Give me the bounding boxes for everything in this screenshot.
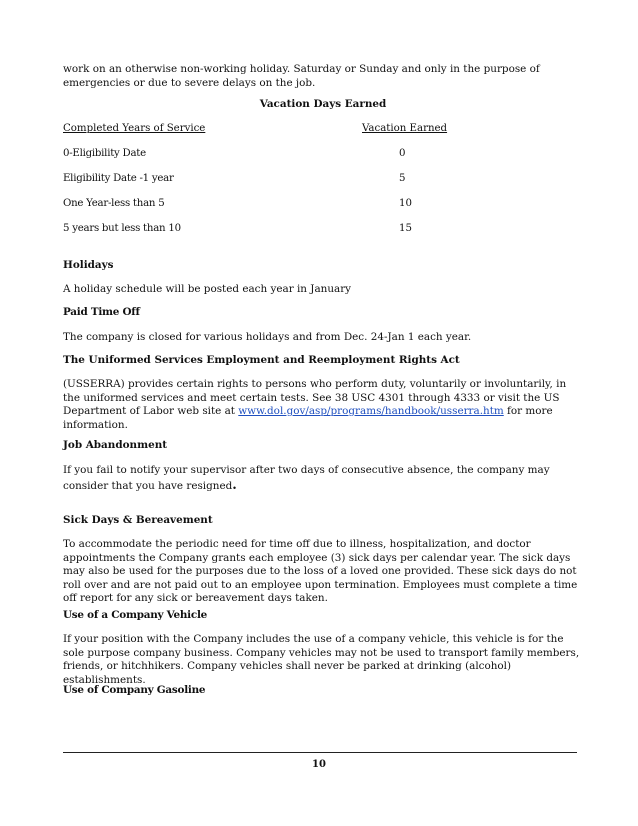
vacation-col-service: Completed Years of Service <box>63 123 206 134</box>
holidays-text: A holiday schedule will be posted each year in January <box>63 283 352 295</box>
vacation-col-earned: Vacation Earned <box>362 123 448 134</box>
vacation-row-service: 5 years but less than 10 <box>63 223 181 234</box>
page-number: 10 <box>312 759 326 770</box>
sick-days-heading: Sick Days & Bereavement <box>63 514 213 526</box>
company-vehicle-heading: Use of a Company Vehicle <box>63 609 208 621</box>
job-abandonment-text <box>63 462 583 494</box>
holidays-heading: Holidays <box>63 259 114 271</box>
userra-heading: The Uniformed Services Employment and Reemployment Rights Act <box>63 354 460 366</box>
job-abandonment-period: . <box>232 478 237 493</box>
vacation-row-earned: 15 <box>399 223 412 234</box>
job-abandonment-heading: Job Abandonment <box>63 439 168 451</box>
footer-divider <box>63 752 577 753</box>
company-gasoline-heading: Use of Company Gasoline <box>63 684 206 696</box>
vacation-row-service: One Year-less than 5 <box>63 198 165 209</box>
vacation-row-earned: 5 <box>399 173 406 184</box>
paid-time-off-heading: Paid Time Off <box>63 306 140 318</box>
paid-time-off-text: The company is closed for various holidays and from Dec. 24-Jan 1 each year. <box>63 331 472 343</box>
userra-text: (USSERRA) provides certain rights to persons who perform duty, voluntarily or involuntarily, in the uniformed services and meet certain tests. See 38 USC 4301 through 4333 or visit the US Department of Labor web site at <box>63 378 567 417</box>
userra-paragraph <box>63 378 583 432</box>
vacation-table-title: Vacation Days Earned <box>259 98 387 110</box>
vacation-row-earned: 10 <box>399 198 412 209</box>
intro-paragraph: work on an otherwise non-working holiday. Saturday or Sunday and only in the purpose of emergencies or due to severe delays on the job. <box>63 63 540 89</box>
company-vehicle-text: If your position with the Company includes the use of a company vehicle, this vehicle is for the sole purpose company business. Company vehicles may not be used to transport family members, friends, or hitchhikers. Company vehicles shall never be parked at drinking (alcohol) establishments. <box>63 633 580 686</box>
sick-days-text: To accommodate the periodic need for time off due to illness, hospitalization, and doctor appointments the Company grants each employee (3) sick days per calendar year. The sick days may also be used for the purposes due to the loss of a loved one provided. These sick days do not roll over and are not paid out to an employee upon termination. Employees must complete a time off report for any sick or bereavement days taken. <box>63 538 578 604</box>
vacation-row-service: Eligibility Date -1 year <box>63 173 174 184</box>
dol-link[interactable]: www.dol.gov/asp/programs/handbook/usserra.htm <box>238 405 504 417</box>
job-abandonment-body: If you fail to notify your supervisor after two days of consecutive absence, the company may consider that you have resigned <box>63 464 550 492</box>
vacation-row-earned: 0 <box>399 148 406 159</box>
userra-text-end: for more information. <box>63 405 553 431</box>
vacation-row-service: 0-Eligibility Date <box>63 148 146 159</box>
